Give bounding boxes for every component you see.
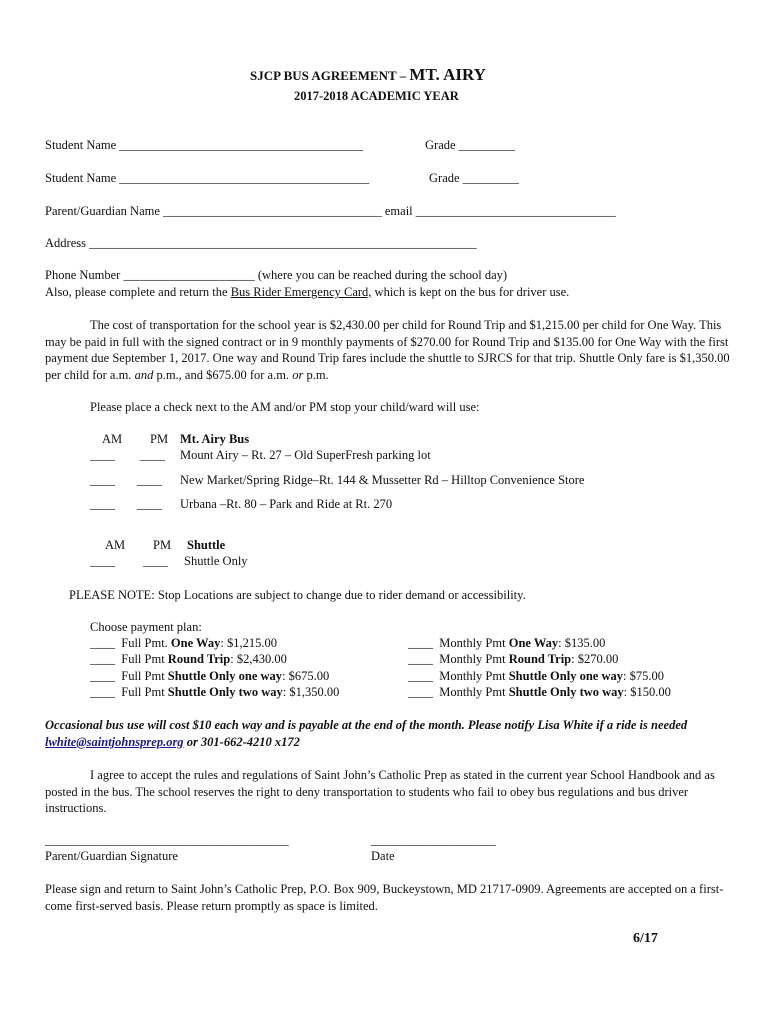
stop-new-market: New Market/Spring Ridge–Rt. 144 & Mussetter Rd – Hilltop Convenience Store xyxy=(180,473,585,487)
bus-heading: Mt. Airy Bus xyxy=(180,432,250,446)
signature-label: Parent/Guardian Signature xyxy=(45,849,178,863)
stop-urbana: Urbana –Rt. 80 – Park and Ride at Rt. 270 xyxy=(180,497,393,511)
shuttle-am-checkbox[interactable]: ____ xyxy=(90,554,115,568)
payment-option-full-shuttle-two-way[interactable]: ____ Full Pmt Shuttle Only two way: $1,350.00 xyxy=(90,685,340,699)
phone-field[interactable]: Phone Number _____________________ (where you can be reached during the school day) xyxy=(45,268,508,282)
address-field[interactable]: Address ______________________________________________________________ xyxy=(45,236,477,250)
email-link[interactable]: lwhite@saintjohnsprep.org xyxy=(45,734,184,749)
date-line[interactable]: ____________________ xyxy=(371,833,496,847)
student-name-1-field[interactable]: Student Name _______________________________________ xyxy=(45,138,364,152)
cost-paragraph: The cost of transportation for the school year is $2,430.00 per child for Round Trip and $1,215.00 per child for One Way. This may be paid in full with the signed contract or in 9 monthly payments of $270.00 for Round Trip and $135.00 for One Way with the first payment due September 1, 2017. One way and Round Trip fares include the shuttle to SJRCS for that trip. Shuttle Only fare is $1,350.00 per child for a.m. and p.m., and $675.00 for a.m. or p.m. xyxy=(45,318,730,382)
payment-option-monthly-shuttle-two-way[interactable]: ____ Monthly Pmt Shuttle Only two way: $150.00 xyxy=(408,685,671,699)
payment-option-full-shuttle-one-way[interactable]: ____ Full Pmt Shuttle Only one way: $675.00 xyxy=(90,669,330,683)
payment-option-full-one-way[interactable]: ____ Full Pmt. One Way: $1,215.00 xyxy=(90,636,277,650)
grade-1-field[interactable]: Grade _________ xyxy=(425,138,515,152)
stop-change-note: PLEASE NOTE: Stop Locations are subject to change due to rider demand or accessibility. xyxy=(69,588,526,602)
stop2-pm-checkbox[interactable]: ____ xyxy=(137,473,162,487)
date-label: Date xyxy=(371,849,395,863)
stop3-pm-checkbox[interactable]: ____ xyxy=(137,497,162,511)
agreement-paragraph: I agree to accept the rules and regulations of Saint John’s Catholic Prep as stated in the current year School Handbook and as posted in the bus. The school reserves the right to deny transportation to students who fail to obey bus regulations and bus driver instructions. xyxy=(45,768,715,815)
document-title xyxy=(250,67,486,84)
signature-line[interactable]: _______________________________________ xyxy=(45,833,289,847)
grade-2-field[interactable]: Grade _________ xyxy=(429,171,519,185)
payment-heading: Choose payment plan: xyxy=(90,620,202,634)
stop-mount-airy: Mount Airy – Rt. 27 – Old SuperFresh parking lot xyxy=(180,448,431,462)
shuttle-am-header: AM xyxy=(105,538,126,552)
student-name-2-field[interactable]: Student Name ________________________________________ xyxy=(45,171,370,185)
emergency-card-note: Also, please complete and return the Bus Rider Emergency Card, which is kept on the bus for driver use. xyxy=(45,285,570,299)
stop1-am-checkbox[interactable]: ____ xyxy=(90,448,115,462)
title-location: MT. AIRY xyxy=(409,65,486,84)
shuttle-only-option: Shuttle Only xyxy=(184,554,248,568)
stop2-am-checkbox[interactable]: ____ xyxy=(90,473,115,487)
stop3-am-checkbox[interactable]: ____ xyxy=(90,497,115,511)
title-prefix: SJCP BUS AGREEMENT – xyxy=(250,68,410,83)
emergency-card-link: Bus Rider Emergency Card, xyxy=(230,285,372,299)
shuttle-heading: Shuttle xyxy=(187,538,226,552)
stop1-pm-checkbox[interactable]: ____ xyxy=(140,448,165,462)
payment-option-full-round-trip[interactable]: ____ Full Pmt Round Trip: $2,430.00 xyxy=(90,652,287,666)
return-instructions: Please sign and return to Saint John’s Catholic Prep, P.O. Box 909, Buckeystown, MD 21717-0909. Agreements are accepted on a first-come first-served basis. Please return promptly as space is limited. xyxy=(45,882,724,913)
shuttle-pm-checkbox[interactable]: ____ xyxy=(143,554,168,568)
payment-option-monthly-shuttle-one-way[interactable]: ____ Monthly Pmt Shuttle Only one way: $75.00 xyxy=(408,669,664,683)
am-header: AM xyxy=(102,432,123,446)
payment-option-monthly-one-way[interactable]: ____ Monthly Pmt One Way: $135.00 xyxy=(408,636,606,650)
shuttle-pm-header: PM xyxy=(153,538,172,552)
occasional-use-note: Occasional bus use will cost $10 each way and is payable at the end of the month. Please notify Lisa White if a ride is needed lwhite@saintjohnsprep.org or 301-662-4210 x172 xyxy=(45,718,688,749)
stop-instruction: Please place a check next to the AM and/or PM stop your child/ward will use: xyxy=(90,400,480,414)
parent-email-field[interactable]: Parent/Guardian Name ___________________________________ email ________________________________ xyxy=(45,204,616,218)
payment-option-monthly-round-trip[interactable]: ____ Monthly Pmt Round Trip: $270.00 xyxy=(408,652,619,666)
pm-header: PM xyxy=(150,432,169,446)
version-label: 6/17 xyxy=(633,931,658,946)
academic-year: 2017-2018 ACADEMIC YEAR xyxy=(294,89,459,103)
